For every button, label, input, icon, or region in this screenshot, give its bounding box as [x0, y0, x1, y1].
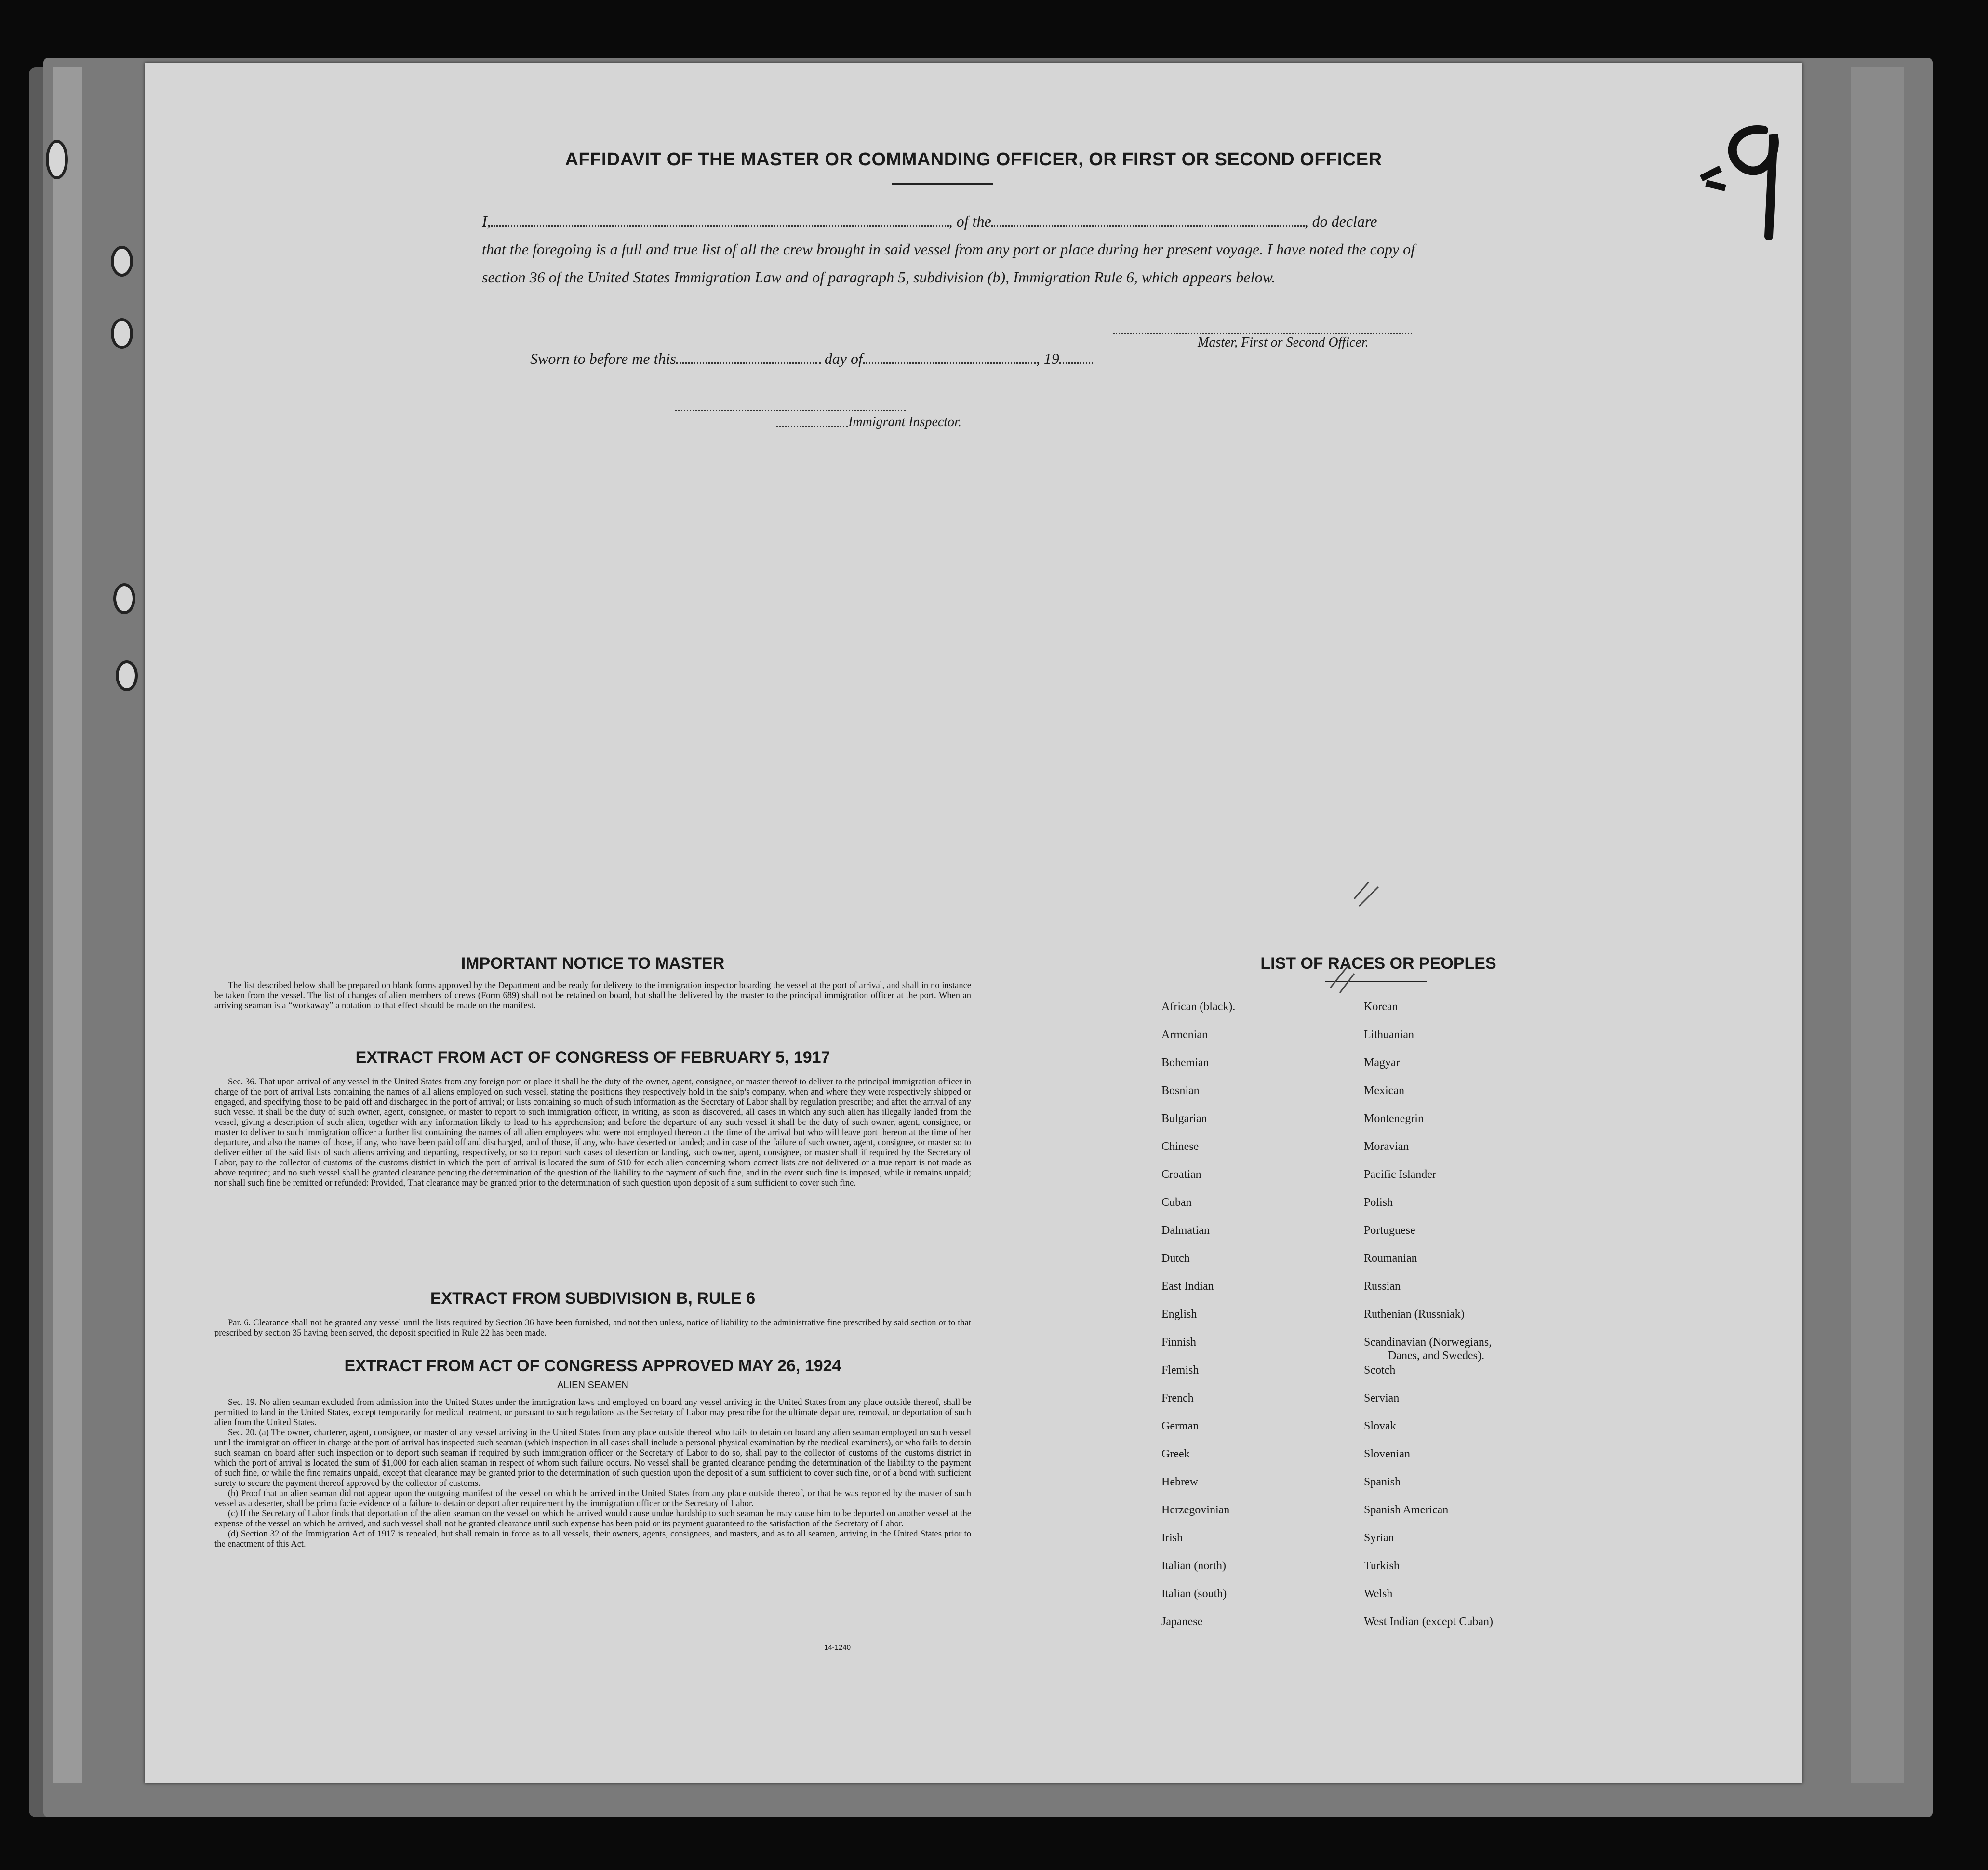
pencil-mark — [1321, 815, 1398, 1007]
race-item: Spanish American — [1364, 1504, 1449, 1516]
vessel-name-field[interactable] — [991, 225, 1305, 227]
race-item: Montenegrin — [1364, 1112, 1424, 1125]
race-item: Irish — [1161, 1532, 1183, 1544]
race-item: German — [1161, 1420, 1199, 1432]
page-edge-strip — [1851, 67, 1904, 1783]
races-left-column — [1161, 1000, 1235, 1643]
binder-hole — [113, 583, 135, 614]
race-item: Slovak — [1364, 1420, 1396, 1432]
race-item: Korean — [1364, 1001, 1398, 1013]
race-item: Moravian — [1364, 1140, 1409, 1153]
sworn-year-field[interactable] — [1059, 362, 1093, 364]
sworn-day-field[interactable] — [676, 362, 821, 364]
master-signature-field[interactable] — [1113, 333, 1412, 334]
races-right-column — [1364, 1000, 1493, 1643]
race-item: Armenian — [1161, 1028, 1208, 1041]
inspector-signature-field[interactable] — [675, 410, 906, 411]
race-item: Syrian — [1364, 1532, 1394, 1544]
notice-title: IMPORTANT NOTICE TO MASTER — [461, 954, 725, 973]
race-item: Mexican — [1364, 1084, 1404, 1097]
of-the-text: , of the — [948, 213, 991, 230]
handwritten-page-number — [1692, 116, 1802, 241]
affidavit-body: that the foregoing is a full and true list of all the crew brought in said vessel from any port or place during her present voyage. I have noted the copy of section 36 of the United States Immigration Law and of paragraph 5, subdivision (b), Immigration Rule 6, which appears below. — [482, 240, 1415, 286]
binder-hole — [111, 318, 133, 349]
race-item: Slovenian — [1364, 1448, 1410, 1460]
extract-1917-title: EXTRACT FROM ACT OF CONGRESS OF FEBRUARY 5, 1917 — [355, 1048, 830, 1067]
race-item: Spanish — [1364, 1476, 1401, 1488]
race-item: Polish — [1364, 1196, 1393, 1209]
extract-1924-paragraph: Sec. 20. (a) The owner, charterer, agent, consignee, or master of any vessel arriving in the United States from any place outside thereof who fails to detain on board any alien seaman employed on such vessel until the immigration officer in charge at the port of arrival has inspected such seaman (which inspection in all cases shall include a personal physical examination by the medical examiners), or who fails to detain such seaman on board after such inspection or to deport such seaman if required by such immigration officer or the Secretary of Labor to do so, shall pay to the collector of customs of the customs district in which the port of arrival is located the sum of $1,000 for each alien seaman in respect of whom such failure occurs. No vessel shall be granted clearance pending the determination of the liability to the payment of such fine, or while the fine remains unpaid, except that clearance may be granted prior to the determination of such question upon the deposit of a sum sufficient to cover such fine, or of a bond with sufficient surety to secure the payment thereof approved by the collector of customs. — [214, 1428, 971, 1488]
extract-rule6-title: EXTRACT FROM SUBDIVISION B, RULE 6 — [430, 1289, 756, 1308]
race-item — [1364, 1336, 1493, 1363]
sworn-year: , 19 — [1036, 350, 1059, 367]
sworn-line — [530, 350, 1093, 368]
inspector-caption-leader — [776, 426, 848, 427]
race-item: Flemish — [1161, 1364, 1199, 1376]
race-item: Croatian — [1161, 1168, 1201, 1181]
extract-1924-paragraph: (b) Proof that an alien seaman did not appear upon the outgoing manifest of the vessel on which he arrived in the United States from any place outside thereof, or that he was reported by the master of such vessel as a deserter, shall be prima facie evidence of a failure to detain or deport after requirement by the immigration officer or the Secretary of Labor. — [214, 1489, 971, 1509]
extract-1924-title: EXTRACT FROM ACT OF CONGRESS APPROVED MAY 26, 1924 — [344, 1357, 841, 1375]
title-underline — [892, 183, 993, 185]
extract-1924-paragraph: Sec. 19. No alien seaman excluded from admission into the United States under the immigration laws and employed on board any vessel arriving in the United States from any place outside thereof, shall be permitted to land in the United States, except temporarily for medical treatment, or pursuant to such regulations as the Secretary of Labor may prescribe for the ultimate departure, removal, or deportation of such alien from the United States. — [214, 1398, 971, 1428]
declare-text: , do declare — [1304, 213, 1377, 230]
inspector-caption: Immigrant Inspector. — [848, 414, 961, 429]
race-item-line: Scandinavian (Norwegians, — [1364, 1336, 1492, 1349]
race-item: Welsh — [1364, 1588, 1393, 1600]
race-item: Herzegovinian — [1161, 1504, 1230, 1516]
binder-hole — [46, 140, 68, 179]
form-number: 14-1240 — [824, 1643, 851, 1652]
notice-text: The list described below shall be prepared on blank forms approved by the Department and be ready for delivery to the immigration inspector boarding the vessel at the port of arrival, and shall in no instance be taken from the vessel. The list of changes of alien members of crews (Form 689) shall not be retained on board, but shall be delivered by the master to the principal immigration officer at the port. When an arriving seaman is a “workaway” a notation to that effect should be made on the manifest. — [214, 981, 971, 1011]
race-item: Roumanian — [1364, 1252, 1417, 1265]
sworn-day-of: day of — [824, 350, 863, 367]
race-item: Turkish — [1364, 1560, 1400, 1572]
affidavit-title: AFFIDAVIT OF THE MASTER OR COMMANDING OFFICER, OR FIRST OR SECOND OFFICER — [565, 149, 1382, 170]
races-title: LIST OF RACES OR PEOPLES — [1260, 954, 1496, 973]
race-item: Dutch — [1161, 1252, 1190, 1265]
race-item: French — [1161, 1392, 1194, 1404]
race-item: Dalmatian — [1161, 1224, 1210, 1237]
sworn-prefix: Sworn to before me this — [530, 350, 676, 367]
race-item: Servian — [1364, 1392, 1400, 1404]
document-page — [145, 63, 1802, 1783]
extract-1917-text: Sec. 36. That upon arrival of any vessel in the United States from any foreign port or place it shall be the duty of the owner, agent, consignee, or master thereof to deliver to the principal immigration officer in charge of the port of arrival lists containing the names of all aliens employed on such vessel, stating the positions they respectively hold in the ship's company, when and where they were respectively shipped or engaged, and specifying those to be paid off and discharged in the port of arrival; or lists containing so much of such information as the Secretary of Labor shall by regulation prescribe; and after the arrival of any such vessel it shall be the duty of such owner, agent, consignee, or master to report to such immigration officer, in writing, as soon as discovered, all cases in which any such alien has illegally landed from the vessel, giving a description of such alien, together with any information likely to lead to his apprehension; and before the departure of any such vessel it shall be the duty of such owner, agent, consignee, or master to deliver to such immigration officer a further list containing the names of all alien employees who were not employed thereon at the time of the arrival but who will leave port thereon at the time of her departure, and also the names of those, if any, who have been paid off and discharged, and of those, if any, who have deserted or landed; and in case of the failure of such owner, agent, consignee, or master so to deliver either of the said lists of such aliens arriving and departing, respectively, or so to report such cases of desertion or landing, such owner, agent, consignee, or master shall if required by the Secretary of Labor, pay to the collector of customs of the customs district in which the port of arrival is located the sum of $10 for each alien concerning whom correct lists are not delivered or a true report is not made as above required; and no such vessel shall be granted clearance pending the determination of the question of the liability to the payment of such fine, and in the event such fine is imposed, while it remains unpaid; nor shall such fine be remitted or refunded: Provided, That clearance may be granted prior to the determination of such question upon deposit of a sum sufficient to cover such fine. — [214, 1077, 971, 1188]
race-item: Lithuanian — [1364, 1028, 1414, 1041]
declaration-line — [482, 207, 1415, 235]
race-item-continuation: Danes, and Swedes). — [1388, 1349, 1484, 1362]
race-item: Greek — [1161, 1448, 1190, 1460]
declarant-prefix: I, — [482, 213, 491, 230]
race-item: Italian (south) — [1161, 1588, 1227, 1600]
race-item: Japanese — [1161, 1616, 1203, 1628]
race-item: Bosnian — [1161, 1084, 1200, 1097]
race-item: West Indian (except Cuban) — [1364, 1616, 1493, 1628]
extract-1924-paragraph: (c) If the Secretary of Labor finds that deportation of the alien seaman on the vessel on which he arrived would cause undue hardship to such seaman he may cause him to be deported on another vessel at the expense of the vessel on which he arrived, and such vessel shall not be granted clearance until such expense has been paid or its payment guaranteed to the satisfaction of the Secretary of Labor. — [214, 1509, 971, 1529]
race-item: Italian (north) — [1161, 1560, 1226, 1572]
extract-rule6-text: Par. 6. Clearance shall not be granted any vessel until the lists required by Section 36 have been furnished, and not then unless, notice of liability to the administrative fine prescribed by said section or to that prescribed by section 35 having been served, the deposit specified in Rule 22 has been made. — [214, 1318, 971, 1338]
race-item: English — [1161, 1308, 1197, 1321]
binder-hole — [116, 660, 138, 691]
race-item: Magyar — [1364, 1056, 1400, 1069]
race-item: Ruthenian (Russniak) — [1364, 1308, 1465, 1321]
master-caption: Master, First or Second Officer. — [1198, 335, 1369, 350]
declarant-name-field[interactable] — [491, 225, 949, 227]
binder-hole — [111, 246, 133, 277]
race-item: Bohemian — [1161, 1056, 1209, 1069]
extract-1924-body — [214, 1398, 971, 1549]
extract-1924-paragraph: (d) Section 32 of the Immigration Act of 1917 is repealed, but shall remain in force as to all vessels, their owners, agents, consignees, and masters, and as to all seamen, arriving in the United States prior to the enactment of this Act. — [214, 1529, 971, 1549]
page-edge-strip — [53, 67, 82, 1783]
sworn-month-field[interactable] — [863, 362, 1036, 364]
race-item: Chinese — [1161, 1140, 1199, 1153]
race-item: Russian — [1364, 1280, 1401, 1293]
race-item: Bulgarian — [1161, 1112, 1207, 1125]
race-item: Portuguese — [1364, 1224, 1415, 1237]
race-item: Scotch — [1364, 1364, 1396, 1376]
alien-seamen-subtitle: ALIEN SEAMEN — [557, 1380, 628, 1390]
race-item: African (black). — [1161, 1001, 1236, 1013]
race-item: Finnish — [1161, 1336, 1197, 1349]
race-item: East Indian — [1161, 1280, 1214, 1293]
race-item: Pacific Islander — [1364, 1168, 1436, 1181]
race-item: Hebrew — [1161, 1476, 1198, 1488]
race-item: Cuban — [1161, 1196, 1192, 1209]
